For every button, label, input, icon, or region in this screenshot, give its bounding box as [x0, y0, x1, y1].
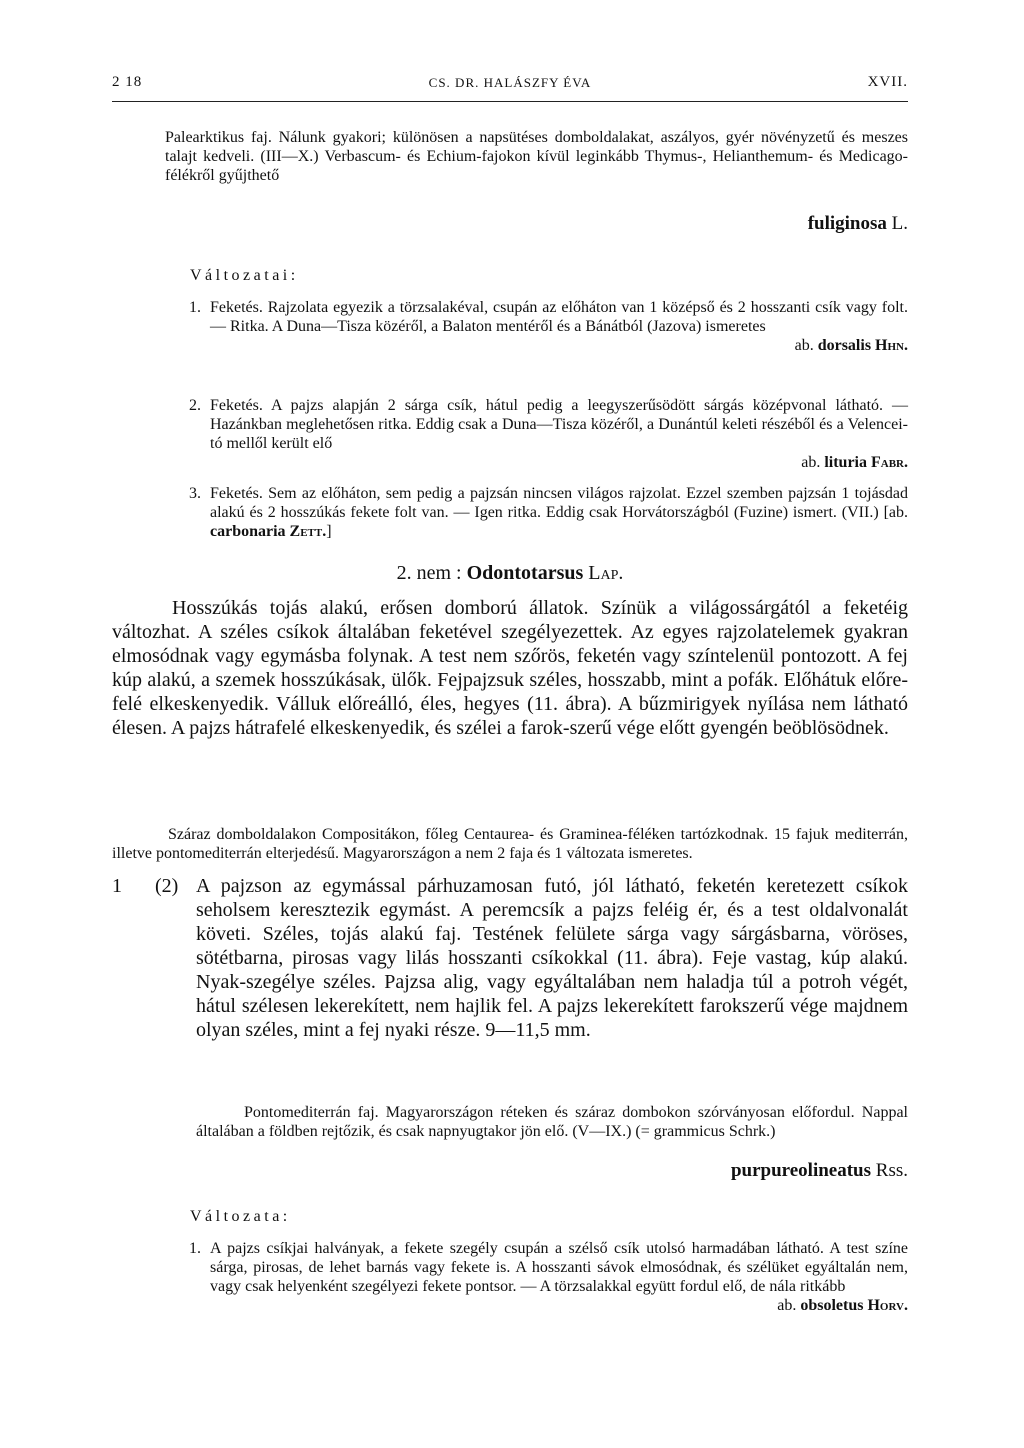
variants-heading: Változatai:	[190, 267, 299, 284]
variants-heading: Változata:	[190, 1208, 291, 1225]
aberration-name: dorsalis	[817, 337, 872, 354]
page-number: 2 18	[112, 74, 143, 90]
species-author: Rss.	[875, 1160, 908, 1181]
header-rule	[112, 101, 908, 102]
genus-author: Lap.	[588, 562, 624, 584]
key-text: A pajzson az egymással párhuzamosan futó, jól látható, feketén keretezett csíkok seholsem keresztezik egymást. A peremcsík a pajzs feléig ér, és a test oldalvonalát követi. Széles, tojás alakú faj. Testének felülete sárga vagy sárgásbarna, vöröses, sötétbarna, pirosas vagy lilás hosszanti csíkokkal (11. ábra). Feje vastag, kúp alakú. Nyak-szegélye széles. Pajzsa alig, vagy egyáltalában nem haladja túl a potroh végét, hátul szélesen lekerekített, nem hajlik fel. A pajzs lekerekített farokszerű vége majdnem olyan széles, mint a fej nyaki része. 9—11,5 mm.	[196, 875, 908, 1041]
aberration-author: Hhn.	[875, 337, 908, 354]
variant-text: Feketés. Rajzolata egyezik a törzsalakéval, csupán az előháton van 1 középső és 2 hosszanti csík vagy folt. — Ritka. A Duna—Tisza közéről, a Balaton mentéről és a Bánátból (Jazova) ismeretes	[210, 299, 908, 335]
species-name: fuliginosa	[807, 213, 887, 234]
key-couplet	[112, 874, 908, 1094]
volume-number: XVII.	[867, 74, 908, 90]
aberration-label: ab. lituria Fabr.	[801, 454, 908, 471]
species-author: L.	[891, 213, 908, 234]
genus-heading	[112, 562, 908, 585]
key-alternative: (2)	[155, 875, 179, 897]
variant-text-block	[210, 396, 908, 472]
species-name: purpureolineatus	[730, 1160, 872, 1181]
species-name-purpureolineatus	[731, 1160, 908, 1182]
genus-description: Hosszúkás tojás alakú, erősen domború állatok. Színük a világossárgától a feketéig változhat. A széles csíkok általában feketével szegélyezettek. Az egyes rajzolatelemek gyakran elmosódnak vagy egymásba folynak. A test nem szőrös, feketén vagy színtelenül pontozott. A fej kúp alakú, a szemek hosszúkásak, ülők. Fejpajzsuk széles, hosszabb, mint a pofák. Előhátuk előre-felé elkeskenyedik. Válluk előreálló, éles, hegyes (11. ábra). A bűzmirigyek nyílása nem látható élesen. A pajzs hátrafelé elkeskenyedik, és szélei a farok-szerű vége előtt gyengén beöblösödnek.	[112, 597, 908, 739]
genus-distribution-note: Száraz domboldalakon Compositákon, főleg Centaurea- és Graminea-féléken tartózkodnak. 15 fajuk mediterrán, illetve pontomediterrán elterjedésű. Magyarországon a nem 2 faja és 1 változata ismeretes.	[112, 826, 908, 862]
aberration-name: carbonaria	[210, 523, 286, 540]
variant-item	[189, 396, 908, 486]
running-title: CS. DR. HALÁSZFY ÉVA	[428, 75, 592, 90]
genus-name: Odontotarsus	[466, 562, 584, 584]
aberration-author: Horv.	[867, 1297, 908, 1314]
aberration-label: [ab. carbonaria Zett.]	[210, 504, 908, 540]
aberration-label: ab. dorsalis Hhn.	[794, 337, 908, 354]
aberration-author: Zett.	[289, 523, 327, 540]
variant-number: 2.	[189, 397, 201, 414]
page-header	[112, 74, 908, 98]
species-name-fuliginosa	[808, 213, 908, 235]
variant-text-block	[210, 298, 908, 355]
variant-text: A pajzs csíkjai halványak, a fekete szegély csupán a szélső csík utolsó harmadában látható. A test színe sárga, pirosas, de lehet barnás vagy fekete is. A hosszanti sávok elmosódnak, és szélüket egyáltalán nem, vagy csak helyenként szegélyezi fekete pontsor. — A törzsalakkal együtt fordul elő, de nála ritkább	[210, 1240, 908, 1295]
variant-text: Feketés. A pajzs alapján 2 sárga csík, hátul pedig a leegyszerűsödött sárgás középvonal látható. — Hazánkban meglehetősen ritka. Eddig csak a Duna—Tisza közéről, a Dunántúl keleti részéből és a Velencei-tó mellől került elő	[210, 397, 908, 452]
variant-item	[189, 298, 908, 368]
variant-number: 1.	[189, 299, 201, 316]
species-note: Pontomediterrán faj. Magyarországon réteken és száraz dombokon szórványosan előfordul. Nappal általában a földben rejtőzik, és csak napnyugtakor jön elő. (V—IX.) (= grammicus Schrk.)	[196, 1104, 908, 1140]
key-number: 1	[112, 875, 122, 897]
aberration-label: ab. obsoletus Horv.	[777, 1297, 908, 1314]
variant-item	[189, 484, 908, 554]
variant-text: Feketés. Sem az előháton, sem pedig a pajzsán nincsen világos rajzolat. Ezzel szemben pajzsán 1 tojásdad alakú és 2 hosszúkás fekete folt van. — Igen ritka. Eddig csak Horvátországból (Fuzine) ismert. (VII.)	[210, 485, 908, 521]
variant-number: 3.	[189, 485, 201, 502]
variant-text-block	[210, 484, 908, 541]
variant-text-block	[210, 1239, 908, 1315]
variant-item	[189, 1239, 908, 1349]
aberration-author: Fabr.	[871, 454, 908, 471]
species-distribution-paragraph: Palearktikus faj. Nálunk gyakori; különösen a napsütéses domboldalakat, aszályos, gyér növényzetű és meszes talajt kedveli. (III—X.) Verbascum- és Echium-fajokon kívül leginkább Thymus-, Helianthemum- és Medicago-félékről gyűjthető	[165, 129, 908, 184]
aberration-name: obsoletus	[800, 1297, 864, 1314]
aberration-name: lituria	[824, 454, 867, 471]
genus-heading-prefix: 2. nem :	[396, 562, 462, 584]
variant-number: 1.	[189, 1240, 201, 1257]
